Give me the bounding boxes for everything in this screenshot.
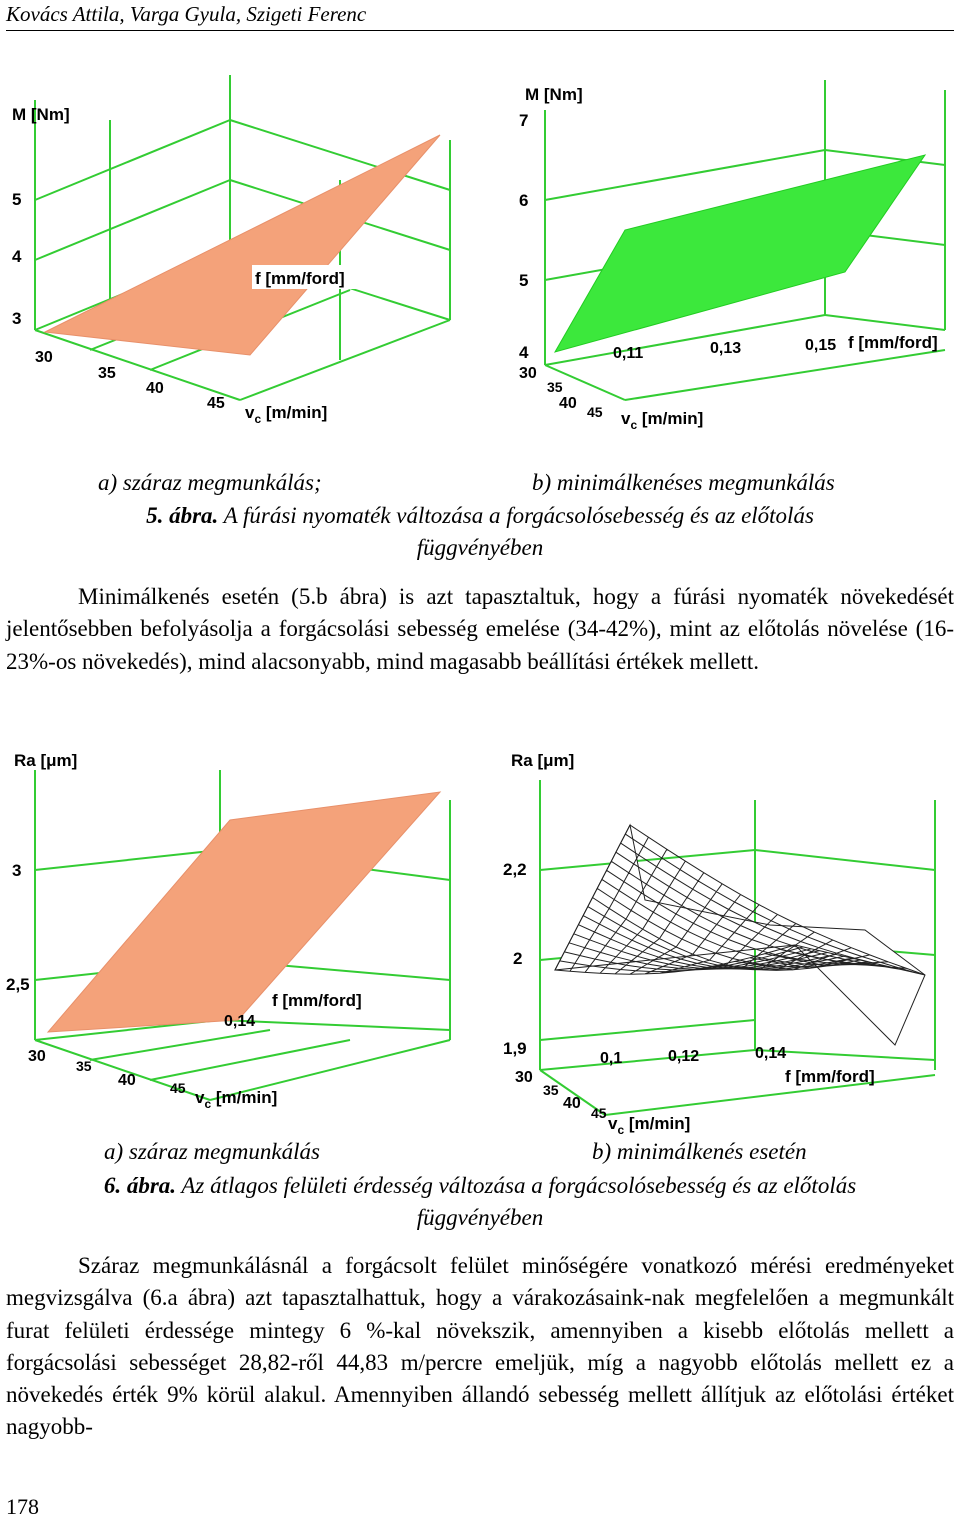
f-tick: 0,13 <box>710 340 742 357</box>
z-tick: 3 <box>12 861 22 880</box>
z-tick: 6 <box>519 191 529 210</box>
z-axis-label: M [Nm] <box>525 85 583 104</box>
v-tick: 30 <box>28 1048 46 1065</box>
z-tick: 5 <box>12 190 22 209</box>
f-tick: 0,14 <box>755 1045 787 1062</box>
z-axis-label: Ra [μm] <box>511 751 575 770</box>
figure6-number: 6. ábra. <box>103 1173 177 1198</box>
figure6-caption <box>0 1170 960 1202</box>
figure5-title-cont: függvényében <box>416 535 544 560</box>
f-tick: 0,14 <box>224 1013 256 1030</box>
z-tick: 7 <box>519 111 529 130</box>
v-tick: 30 <box>35 349 53 366</box>
z-tick: 2,5 <box>6 975 30 994</box>
v-tick: 45 <box>587 404 603 420</box>
surface-dry-roughness <box>48 792 440 1032</box>
v-tick: 40 <box>559 395 577 412</box>
figure6-sub-a: a) száraz megmunkálás <box>104 1139 320 1164</box>
v-tick: 35 <box>76 1058 92 1074</box>
figure6-right-plot <box>495 740 960 1140</box>
figure5-left-plot <box>0 60 470 440</box>
z-axis-label: Ra [μm] <box>14 751 78 770</box>
v-tick: 40 <box>118 1072 136 1089</box>
figure5-number: 5. ábra. <box>146 503 219 528</box>
v-axis-label: $v_c$ [m/min] <box>608 1114 691 1137</box>
v-tick: 45 <box>207 395 225 412</box>
v-tick: 35 <box>547 379 563 395</box>
figure6-left-plot <box>0 740 470 1120</box>
v-tick: 40 <box>146 380 164 397</box>
figure6-title-cont: függvényében <box>416 1205 544 1230</box>
v-axis-label: $v_c$ [m/min] <box>621 409 704 432</box>
f-axis-label: f [mm/ford] <box>785 1067 875 1086</box>
v-tick: 30 <box>515 1069 533 1086</box>
running-header <box>6 0 954 31</box>
v-tick: 45 <box>170 1080 186 1096</box>
surface-mql-roughness-mesh <box>555 825 925 1045</box>
v-tick: 35 <box>543 1082 559 1098</box>
z-axis-label: M [Nm] <box>12 105 70 124</box>
paragraph-1: Minimálkenés esetén (5.b ábra) is azt tapasztaltuk, hogy a fúrási nyomaték növekedését jelentősebben befolyásolja a forgácsolási sebesség emelése (34-42%), mint az előtolás növelése (16-23%-os növekedés), mind alacsonyabb, mind magasabb beállítási értékek mellett. <box>6 584 954 674</box>
figure6-title: Az átlagos felületi érdesség változása a forgácsolósebesség és az előtolás <box>176 1173 857 1198</box>
v-axis-label: $v_c$ [m/min] <box>245 403 328 426</box>
z-tick: 4 <box>12 247 22 266</box>
z-tick: 5 <box>519 271 529 290</box>
page-number: 178 <box>6 1494 39 1519</box>
v-tick: 40 <box>563 1095 581 1112</box>
f-tick: 0,11 <box>613 345 644 362</box>
figure5-title: A fúrási nyomaték változása a forgácsolósebesség és az előtolás <box>218 503 814 528</box>
f-axis-label: f [mm/ford] <box>255 269 345 288</box>
f-tick: 0,1 <box>600 1050 623 1067</box>
figure5-right-plot <box>505 60 960 440</box>
figure5-sub-a: a) száraz megmunkálás; <box>98 470 322 495</box>
z-tick: 2,2 <box>503 860 527 879</box>
f-axis-label: f [mm/ford] <box>848 333 938 352</box>
f-tick: 0,15 <box>805 337 837 354</box>
z-tick: 3 <box>12 309 22 328</box>
surface-dry-torque <box>45 135 440 355</box>
z-tick: 2 <box>513 949 523 968</box>
z-tick: 1,9 <box>503 1039 527 1058</box>
v-tick: 45 <box>591 1105 607 1121</box>
f-tick: 0,12 <box>668 1048 700 1065</box>
header-authors: Kovács Attila, Varga Gyula, Szigeti Ferenc <box>6 2 367 26</box>
paragraph-2: Száraz megmunkálásnál a forgácsolt felület minőségére vonatkozó mérési eredményeket megvizsgálva (6.a ábra) azt tapasztalhattuk, hogy a várakozásaink-nak megfelelően a megmunkált furat felületi érdessége mintegy 6 %-kal növekszik, amennyiben a kisebb előtolás mellett a forgácsolási sebességet 28,82-ről 44,83 m/percre emeljük, míg a nagyobb előtolás mellett ez a növekedés érték 9% körül alakul. Amennyiben állandó sebesség mellett állítjuk az előtolási értéket nagyobb- <box>6 1253 954 1440</box>
figure5-caption <box>0 500 960 532</box>
v-tick: 35 <box>98 365 116 382</box>
z-tick: 4 <box>519 343 529 362</box>
surface-mql-torque <box>555 155 925 352</box>
f-axis-label: f [mm/ford] <box>272 991 362 1010</box>
v-tick: 30 <box>519 365 537 382</box>
figure6-sub-b: b) minimálkenés esetén <box>592 1139 807 1164</box>
figure5-sub-b: b) minimálkenéses megmunkálás <box>532 470 835 495</box>
v-axis-label: $v_c$ [m/min] <box>195 1088 278 1111</box>
